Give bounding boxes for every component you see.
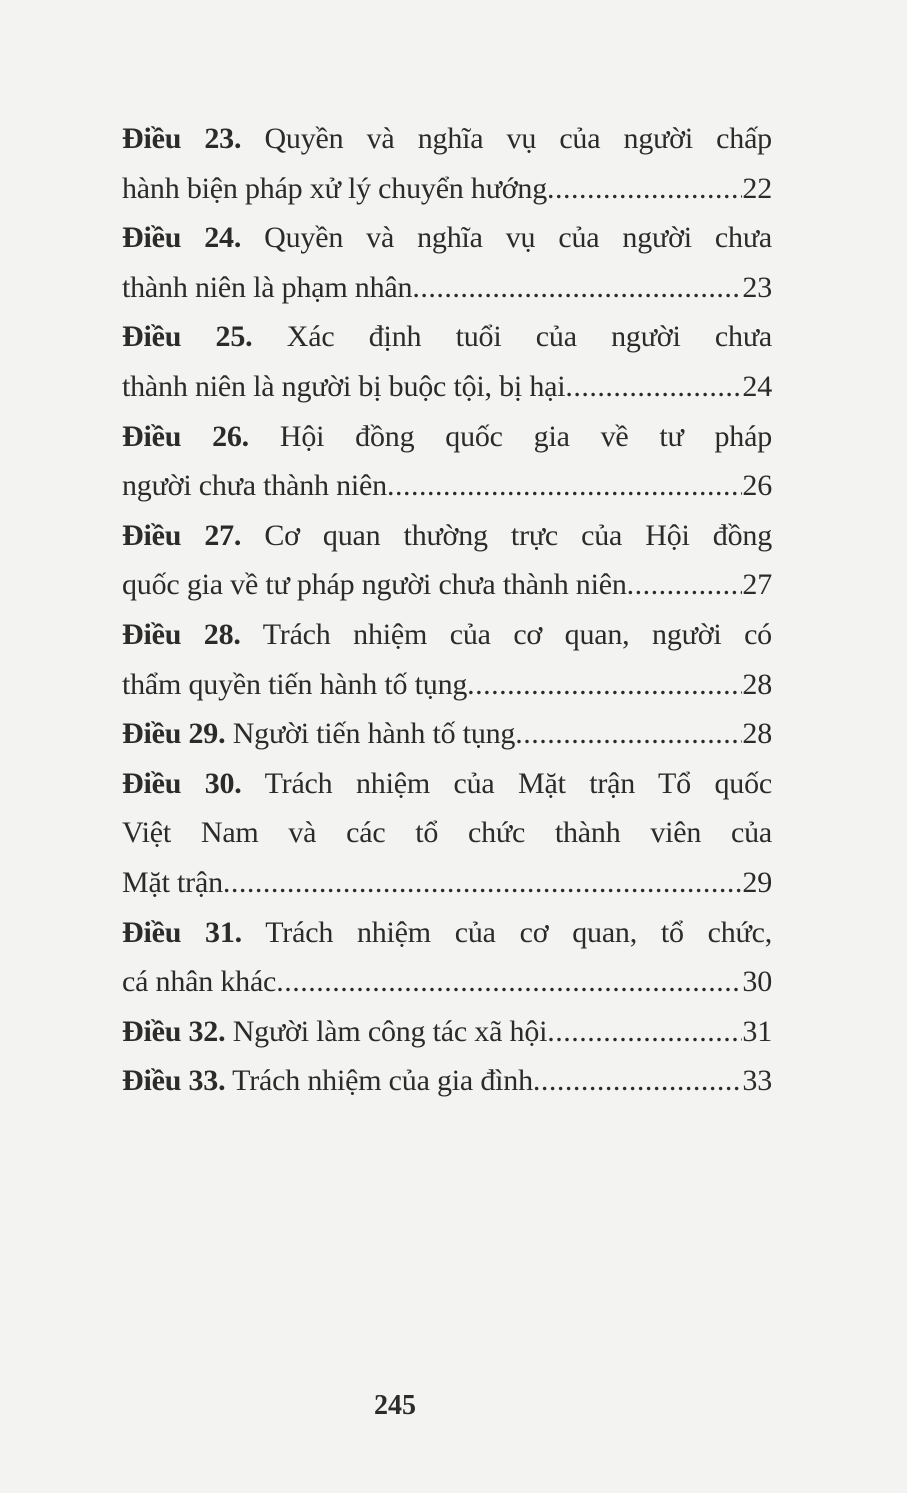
toc-line-text <box>122 263 412 313</box>
dot-leader <box>515 709 742 759</box>
toc-line-text <box>122 362 565 412</box>
dot-leader <box>412 263 742 313</box>
article-label: Điều 31. <box>122 915 242 949</box>
toc-entry <box>122 759 772 908</box>
toc-page-number: 31 <box>742 1014 772 1048</box>
toc-page-number: 26 <box>742 469 772 503</box>
toc-page-number: 22 <box>742 171 772 205</box>
toc-line-text <box>122 164 547 214</box>
toc-entry <box>122 610 772 709</box>
toc-line <box>122 660 772 710</box>
toc-entry <box>122 511 772 610</box>
toc-page-number: 23 <box>742 270 772 304</box>
toc-line <box>122 808 772 858</box>
toc-line <box>122 1007 772 1057</box>
article-title: Xác định tuổi của người chưa <box>286 320 772 354</box>
dot-leader <box>547 1007 742 1057</box>
toc-line-text <box>122 1056 533 1106</box>
toc-line <box>122 164 772 214</box>
toc-page-number: 30 <box>742 965 772 999</box>
toc-line <box>122 1056 772 1106</box>
toc-page-number: 24 <box>742 369 772 403</box>
toc-line-text <box>122 660 467 710</box>
toc-line <box>122 709 772 759</box>
article-title: Trách nhiệm của Mặt trận Tổ quốc <box>264 766 772 800</box>
article-title: Việt Nam và các tổ chức thành viên của <box>122 816 772 850</box>
article-title: hành biện pháp xử lý chuyển hướng <box>122 171 548 205</box>
dot-leader <box>276 957 742 1007</box>
dot-leader <box>387 461 742 511</box>
article-title: Trách nhiệm của gia đình <box>232 1064 533 1098</box>
toc-page-number: 27 <box>742 568 772 602</box>
toc-page-number: 28 <box>742 717 772 751</box>
toc-line <box>122 957 772 1007</box>
toc-line <box>122 362 772 412</box>
article-title: Hội đồng quốc gia về tư pháp <box>279 419 772 453</box>
toc-line-text <box>122 957 276 1007</box>
article-label: Điều 29. <box>122 717 226 751</box>
toc-line-text <box>122 1007 547 1057</box>
toc-line <box>122 759 772 809</box>
article-title: Trách nhiệm của cơ quan, tổ chức, <box>265 915 772 949</box>
toc-entry <box>122 1007 772 1057</box>
article-title: thành niên là người bị buộc tội, bị hại <box>122 369 566 403</box>
article-title: cá nhân khác <box>122 965 277 999</box>
dot-leader <box>565 362 742 412</box>
toc-line <box>122 412 772 462</box>
article-title: quốc gia về tư pháp người chưa thành niên <box>122 568 627 602</box>
toc-line <box>122 858 772 908</box>
article-label: Điều 24. <box>122 221 242 255</box>
article-title: thành niên là phạm nhân <box>122 270 413 304</box>
toc-line <box>122 610 772 660</box>
toc-line <box>122 312 772 362</box>
article-label: Điều 32. <box>122 1014 226 1048</box>
article-title: Cơ quan thường trực của Hội đồng <box>264 518 772 552</box>
toc-entry <box>122 709 772 759</box>
toc-entry <box>122 312 772 411</box>
table-of-contents <box>122 114 772 1106</box>
page-number: 245 <box>374 1390 416 1421</box>
article-label: Điều 28. <box>122 617 241 651</box>
toc-page-number: 29 <box>742 865 772 899</box>
toc-line <box>122 263 772 313</box>
toc-line <box>122 461 772 511</box>
toc-line <box>122 114 772 164</box>
article-label: Điều 23. <box>122 122 242 155</box>
article-title: người chưa thành niên <box>122 469 387 503</box>
toc-page-number: 28 <box>742 667 772 701</box>
toc-line-text <box>122 858 223 908</box>
toc-line-text <box>122 560 627 610</box>
article-label: Điều 27. <box>122 518 242 552</box>
toc-entry <box>122 213 772 312</box>
toc-line-text <box>122 709 515 759</box>
toc-entry <box>122 1056 772 1106</box>
toc-line <box>122 560 772 610</box>
toc-entry <box>122 412 772 511</box>
dot-leader <box>533 1056 743 1106</box>
article-label: Điều 33. <box>122 1064 226 1098</box>
dot-leader <box>223 858 743 908</box>
toc-entry <box>122 908 772 1007</box>
article-title: Mặt trận <box>122 865 223 899</box>
dot-leader <box>627 560 743 610</box>
article-title: thẩm quyền tiến hành tố tụng <box>122 667 468 701</box>
article-title: Quyền và nghĩa vụ của người chưa <box>264 221 772 255</box>
toc-line <box>122 908 772 958</box>
toc-line-text <box>122 461 387 511</box>
article-label: Điều 25. <box>122 320 253 354</box>
toc-page-number: 33 <box>742 1064 772 1098</box>
toc-line <box>122 511 772 561</box>
article-title: Quyền và nghĩa vụ của người chấp <box>264 122 772 155</box>
toc-entry <box>122 114 772 213</box>
article-title: Người tiến hành tố tụng <box>232 717 516 751</box>
toc-line <box>122 213 772 263</box>
article-title: Trách nhiệm của cơ quan, người có <box>262 617 772 651</box>
dot-leader <box>467 660 742 710</box>
article-title: Người làm công tác xã hội <box>232 1014 548 1048</box>
dot-leader <box>547 164 742 214</box>
article-label: Điều 30. <box>122 766 242 800</box>
article-label: Điều 26. <box>122 419 249 453</box>
